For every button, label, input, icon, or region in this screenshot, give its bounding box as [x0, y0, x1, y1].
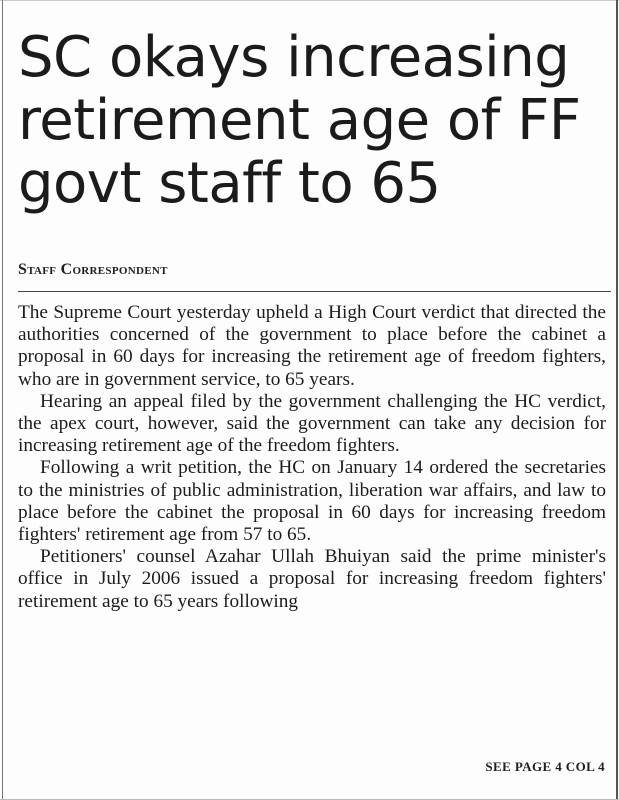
byline-rule — [18, 291, 611, 292]
headline — [18, 26, 608, 215]
paragraph-2: Hearing an appeal filed by the government challenging the HC verdict, the apex court, however, said the government can take any decision for increasing retirement age of the freedom fighters. — [18, 390, 606, 457]
paragraph-3: Following a writ petition, the HC on January 14 ordered the secretaries to the ministries of public administration, liberation war affairs, and law to place before the cabinet the proposal in 60 days for increasing freedom fighters' retirement age from 57 to 65. — [18, 457, 606, 546]
headline-line-2: retirement age of FF — [18, 88, 581, 153]
clipping-border-left — [2, 0, 3, 800]
paragraph-1: The Supreme Court yesterday upheld a High Court verdict that directed the authorities concerned of the government to place before the cabinet a proposal in 60 days for increasing the retirement age of freedom fighters, who are in government service, to 65 years. — [18, 302, 606, 390]
clipping-border-top — [0, 0, 619, 1]
headline-line-1: SC okays increasing — [18, 25, 570, 90]
clipping-border-right — [616, 0, 618, 800]
byline: Staff Correspondent — [18, 261, 168, 278]
continuation-note: SEE PAGE 4 COL 4 — [485, 759, 605, 774]
paragraph-4: Petitioners' counsel Azahar Ullah Bhuiyan said the prime minister's office in July 2006 issued a proposal for increasing freedom fighters' retirement age to 65 years following — [18, 546, 606, 612]
headline-line-3: govt staff to 65 — [18, 151, 441, 216]
article-body — [18, 302, 606, 613]
